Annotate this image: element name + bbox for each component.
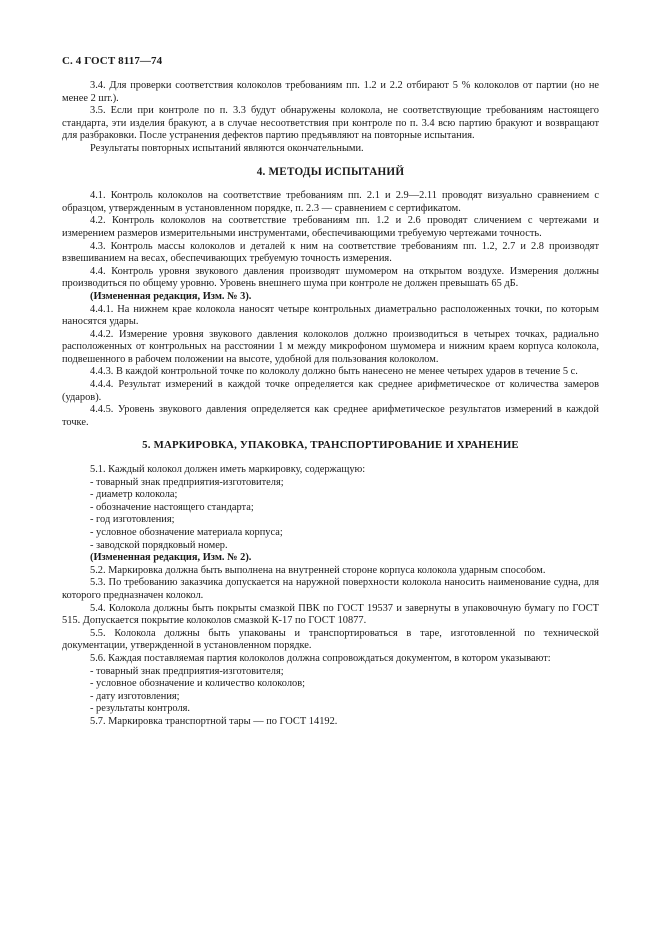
paragraph-5-4: 5.4. Колокола должны быть покрыты смазкой ПВК по ГОСТ 19537 и завернуты в упаковочную бумагу по ГОСТ 515. Допускается покрытие колоколов смазкой К-17 по ГОСТ 10877.	[62, 602, 599, 627]
list-item: - дату изготовления;	[90, 690, 180, 702]
list-item: - диаметр колокола;	[90, 489, 178, 501]
list-item: - обозначение настоящего стандарта;	[90, 501, 254, 513]
paragraph-5-2: 5.2. Маркировка должна быть выполнена на внутренней стороне корпуса колокола ударным способом.	[90, 564, 546, 576]
list-item: - условное обозначение и количество колоколов;	[90, 678, 306, 690]
paragraph-4-4-4: 4.4.4. Результат измерений в каждой точке определяется как среднее арифметическое от количества замеров (ударов).	[62, 379, 599, 403]
paragraph-5-3: 5.3. По требованию заказчика допускается на наружной поверхности колокола наносить наименование судна, для которого предназначен колокол.	[62, 577, 599, 601]
section-5-title: 5. МАРКИРОВКА, УПАКОВКА, ТРАНСПОРТИРОВАНИЕ И ХРАНЕНИЕ	[142, 439, 519, 452]
section-4-title: 4. МЕТОДЫ ИСПЫТАНИЙ	[256, 165, 405, 178]
list-item: - результаты контроля.	[90, 703, 191, 715]
paragraph-5-1: 5.1. Каждый колокол должен иметь маркировку, содержащую:	[90, 464, 366, 476]
paragraph-4-2: 4.2. Контроль колоколов на соответствие требованиям пп. 1.2 и 2.6 проводят сличением с чертежами и измерением размеров измерительными инструментами, обеспечивающими требуемую чертежами точность.	[62, 215, 599, 239]
paragraph-3-final: Результаты повторных испытаний являются окончательными.	[90, 142, 364, 154]
list-item: - заводской порядковый номер.	[90, 539, 228, 551]
paragraph-4-1: 4.1. Контроль колоколов на соответствие требованиям пп. 2.1 и 2.9—2.11 проводят визуально сравнением с образцом, утвержденным в установленном порядке, п. 2.3 — сравнением с сертификатом.	[62, 190, 599, 214]
paragraph-4-4-5: 4.4.5. Уровень звукового давления определяется как среднее арифметическое результатов измерений в каждой точке.	[62, 404, 599, 428]
paragraph-3-5: 3.5. Если при контроле по п. 3.3 будут обнаружены колокола, не соответствующие требованиям настоящего стандарта, эти изделия бракуют, а в случае несоответствия при контроле по п. 3.4 всю партию бракуют и возвращают для разбраковки. После устранения дефектов партию предъявляют на повторные испытания.	[62, 105, 599, 142]
edit-note-4: (Измененная редакция, Изм. № 3).	[90, 290, 252, 302]
list-item: - товарный знак предприятия-изготовителя;	[90, 476, 284, 488]
paragraph-5-5: 5.5. Колокола должны быть упакованы и транспортироваться в таре, изготовленной по технической документации, утвержденной в установленном порядке.	[62, 627, 599, 652]
paragraph-4-4-3: 4.4.3. В каждой контрольной точке по колоколу должно быть нанесено не менее четырех ударов в течение 5 с.	[90, 366, 578, 378]
list-item: - товарный знак предприятия-изготовителя;	[90, 665, 284, 677]
document-body	[62, 80, 599, 729]
paragraph-4-4: 4.4. Контроль уровня звукового давления производят шумомером на открытом воздухе. Измерения должны производиться по общему уровню. Уровень внешнего шума при контроле не должен превышать 65 дБ.	[62, 265, 599, 290]
list-item: - год изготовления;	[90, 514, 175, 526]
paragraph-5-7: 5.7. Маркировка транспортной тары — по ГОСТ 14192.	[90, 715, 338, 727]
paragraph-3-4: 3.4. Для проверки соответствия колоколов требованиям пп. 1.2 и 2.2 отбирают 5 % колоколов от партии (но не менее 2 шт.).	[62, 80, 599, 104]
list-item: - условное обозначение материала корпуса;	[90, 527, 283, 538]
page-header: С. 4 ГОСТ 8117—74	[62, 55, 163, 67]
paragraph-5-6: 5.6. Каждая поставляемая партия колоколов должна сопровождаться документом, в котором указывают:	[90, 652, 551, 664]
paragraph-4-4-2: 4.4.2. Измерение уровня звукового давления колоколов должно производиться в четырех точках, радиально расположенных от контрольных на расстоянии 1 м между микрофоном шумомера и нижним краем корпуса колокола, подвешенного в рабочем положении на высоте, удобной для пользования колоколом.	[62, 328, 599, 365]
paragraph-4-4-1: 4.4.1. На нижнем крае колокола наносят четыре контрольных диаметрально расположенных точки, по которым наносятся удары.	[62, 303, 599, 328]
paragraph-4-3: 4.3. Контроль массы колоколов и деталей к ним на соответствие требованиям пп. 1.2, 2.7 и 2.8 производят взвешиванием на весах, обеспечивающих требуемую точность измерения.	[62, 240, 599, 265]
edit-note-5: (Измененная редакция, Изм. № 2).	[90, 552, 252, 564]
